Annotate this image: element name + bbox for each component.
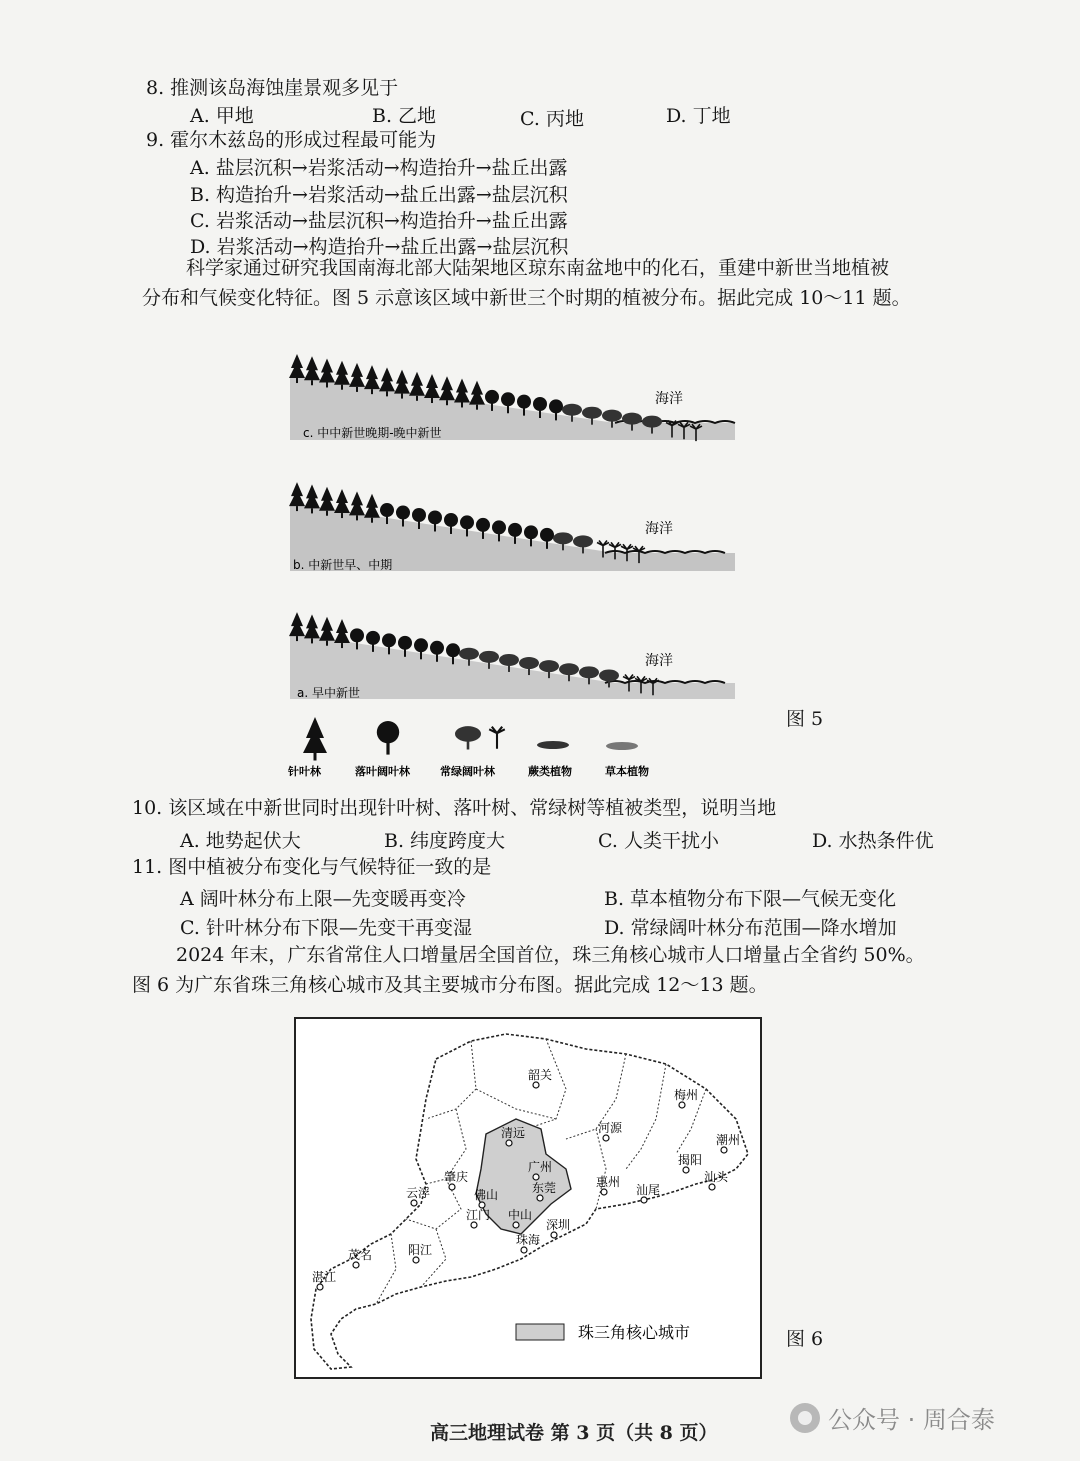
city-marker-icon <box>679 1102 685 1108</box>
q8-option-d: D. 丁地 <box>666 105 731 127</box>
city-label: 中山 <box>508 1208 533 1222</box>
fig5-panel-b-sea: 海洋 <box>645 521 673 537</box>
q11-option-d: D. 常绿阔叶林分布范围—降水增加 <box>604 917 897 939</box>
city-marker-icon <box>449 1184 455 1190</box>
q8-option-c: C. 丙地 <box>520 108 584 130</box>
q10-option-c: C. 人类干扰小 <box>598 830 719 852</box>
city-marker-icon <box>641 1197 647 1203</box>
city-marker-icon <box>709 1184 715 1190</box>
city-marker-icon <box>551 1232 557 1238</box>
q9-option-d: D. 岩浆活动→构造抬升→盐丘出露→盐层沉积 <box>190 236 569 258</box>
city-label: 汕头 <box>704 1170 729 1184</box>
q9-option-c: C. 岩浆活动→盐层沉积→构造抬升→盐丘出露 <box>190 210 568 232</box>
q10-option-d: D. 水热条件优 <box>812 830 934 852</box>
q11-stem: 11. 图中植被分布变化与气候特征一致的是 <box>132 856 492 878</box>
city-label: 潮州 <box>716 1133 741 1147</box>
fig5-panel-a-sea: 海洋 <box>645 653 673 669</box>
intro5-line2: 分布和气候变化特征。图 5 示意该区域中新世三个时期的植被分布。据此完成 10～11 题。 <box>142 287 911 309</box>
fig5-panel-c <box>289 354 735 441</box>
q10-option-b: B. 纬度跨度大 <box>384 830 506 852</box>
city-label: 韶关 <box>528 1068 553 1082</box>
city-label: 惠州 <box>596 1175 621 1189</box>
q11-option-a: A 阔叶林分布上限—先变暖再变冷 <box>180 888 466 910</box>
fig5-panel-c-sea: 海洋 <box>655 391 683 407</box>
fig5-panel-b-label: b. 中新世早、中期 <box>293 558 393 572</box>
fig5-panel-c-label: c. 中中新世晚期-晚中新世 <box>303 426 442 440</box>
legend-conifer: 针叶林 <box>288 765 321 778</box>
city-marker-icon <box>471 1222 477 1228</box>
guangdong-map-figure <box>294 1017 762 1379</box>
intro6-line2: 图 6 为广东省珠三角核心城市及其主要城市分布图。据此完成 12～13 题。 <box>132 974 768 996</box>
fig5-panel-a-label: a. 早中新世 <box>297 686 360 700</box>
city-label: 珠海 <box>516 1233 541 1247</box>
q9-option-a: A. 盐层沉积→岩浆活动→构造抬升→盐丘出露 <box>190 157 568 179</box>
q8-option-a: A. 甲地 <box>190 105 254 127</box>
city-marker-icon <box>411 1200 417 1206</box>
legend-fern: 蕨类植物 <box>528 765 572 778</box>
legend-evergreen: 常绿阔叶林 <box>440 765 495 778</box>
city-marker-icon <box>721 1147 727 1153</box>
q8-stem: 8. 推测该岛海蚀崖景观多见于 <box>146 77 399 99</box>
city-label: 揭阳 <box>678 1153 703 1167</box>
wechat-icon <box>790 1403 820 1433</box>
page-footer: 高三地理试卷 第 3 页（共 8 页） <box>430 1422 718 1444</box>
watermark <box>790 1400 995 1435</box>
city-label: 肇庆 <box>444 1170 469 1184</box>
city-marker-icon <box>683 1167 689 1173</box>
fig6-caption: 图 6 <box>786 1328 824 1350</box>
city-label: 梅州 <box>674 1088 699 1102</box>
watermark-text: 公众号 · 周合泰 <box>828 1406 995 1434</box>
city-marker-icon <box>533 1082 539 1088</box>
city-marker-icon <box>353 1262 359 1268</box>
city-label: 汕尾 <box>636 1183 661 1197</box>
city-label: 东莞 <box>532 1181 557 1195</box>
city-marker-icon <box>603 1135 609 1141</box>
guangdong-map <box>296 1019 760 1377</box>
intro6-line1: 2024 年末，广东省常住人口增量居全国首位，珠三角核心城市人口增量占全省约 50%。 <box>176 944 925 966</box>
fig5-caption: 图 5 <box>786 708 824 730</box>
city-label: 云浮 <box>406 1186 431 1200</box>
q11-option-b: B. 草本植物分布下限—气候无变化 <box>604 888 897 910</box>
q10-option-a: A. 地势起伏大 <box>180 830 301 852</box>
city-label: 茂名 <box>348 1248 373 1262</box>
city-label: 深圳 <box>546 1218 571 1232</box>
city-marker-icon <box>506 1140 512 1146</box>
vegetation-profile-figure <box>285 345 745 785</box>
q11-option-c: C. 针叶林分布下限—先变干再变湿 <box>180 917 472 939</box>
city-marker-icon <box>521 1247 527 1253</box>
city-label: 江门 <box>466 1208 491 1222</box>
q10-stem: 10. 该区域在中新世同时出现针叶树、落叶树、常绿树等植被类型，说明当地 <box>132 797 777 819</box>
city-label: 湛江 <box>312 1270 337 1284</box>
city-marker-icon <box>513 1222 519 1228</box>
q9-option-b: B. 构造抬升→岩浆活动→盐丘出露→盐层沉积 <box>190 184 568 206</box>
city-label: 河源 <box>598 1121 623 1135</box>
city-label: 清远 <box>501 1126 526 1140</box>
city-marker-icon <box>601 1189 607 1195</box>
fig5-panel-b <box>289 482 735 572</box>
city-label: 阳江 <box>408 1243 433 1257</box>
city-marker-icon <box>317 1284 323 1290</box>
legend-deciduous: 落叶阔叶林 <box>355 765 410 778</box>
map-legend-label: 珠三角核心城市 <box>578 1323 691 1342</box>
legend-herb: 草本植物 <box>605 765 649 778</box>
city-label: 佛山 <box>474 1188 499 1202</box>
city-marker-icon <box>537 1195 543 1201</box>
q8-option-b: B. 乙地 <box>372 105 437 127</box>
fig5-panel-a <box>289 612 735 700</box>
intro5-line1: 科学家通过研究我国南海北部大陆架地区琼东南盆地中的化石，重建中新世当地植被 <box>186 257 890 279</box>
q9-stem: 9. 霍尔木兹岛的形成过程最可能为 <box>146 129 437 151</box>
fig5-legend <box>287 717 649 778</box>
city-marker-icon <box>533 1174 539 1180</box>
city-label: 广州 <box>528 1160 553 1174</box>
city-marker-icon <box>413 1257 419 1263</box>
